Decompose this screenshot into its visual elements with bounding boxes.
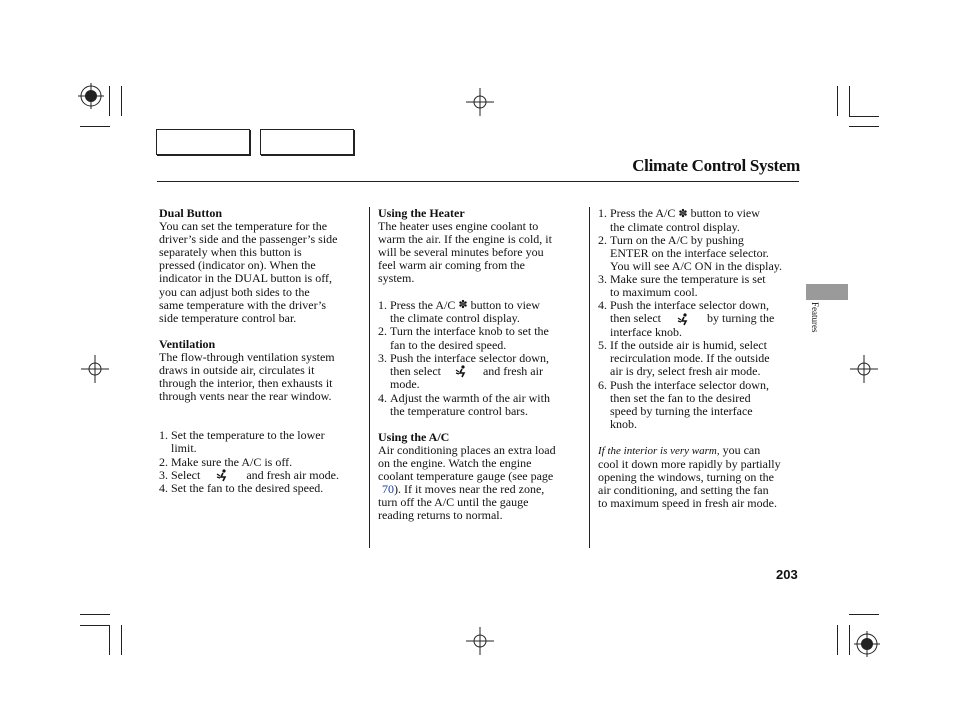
step-text: mode. (390, 377, 420, 392)
list-item (378, 299, 583, 326)
step-text: Make sure the A/C is off. (171, 454, 293, 469)
nav-tab-blank-1[interactable] (156, 129, 250, 155)
body-line: feel warm air coming from the (378, 258, 525, 273)
body-line: through the interior, then exhausts it (159, 376, 333, 391)
crosshair-icon (81, 355, 109, 383)
body-line: indicator in the DUAL button is off, (159, 271, 332, 286)
step-text: interface knob. (610, 325, 682, 340)
step-number: 3. (159, 467, 168, 482)
step-text: and fresh air mode. (246, 467, 339, 482)
step-text: then select (390, 363, 441, 378)
list-item (598, 234, 806, 273)
list-item (598, 299, 806, 339)
step-text: recirculation mode. If the outside (610, 351, 770, 366)
body-line: draws in outside air, circulates it (159, 363, 315, 378)
body-line: coolant temperature gauge (see page (378, 469, 554, 484)
fan-icon: ✽ (458, 299, 468, 312)
column-2 (378, 207, 583, 522)
list-item (378, 352, 583, 392)
dual-button-heading: Dual Button (159, 206, 223, 220)
tip-text: you can (722, 442, 761, 457)
step-text: and fresh air (482, 363, 543, 378)
step-text: Set the temperature to the lower (171, 428, 325, 443)
step-text: If the outside air is humid, select (610, 338, 767, 353)
step-text: by turning the (706, 311, 775, 326)
floor-vent-mode-icon (444, 365, 480, 378)
step-number: 1. (378, 297, 387, 312)
column-1 (159, 207, 364, 495)
body-line: reading returns to normal. (378, 508, 503, 523)
step-text: the temperature control bars. (390, 403, 528, 418)
body-line: same temperature with the driver’s (159, 297, 327, 312)
step-number: 4. (598, 298, 607, 313)
section-side-tab (806, 284, 848, 300)
step-text: Set the fan to the desired speed. (171, 481, 324, 496)
step-number: 5. (598, 338, 607, 353)
step-text: button to view (690, 206, 760, 220)
column-divider (589, 207, 590, 548)
list-item (598, 207, 806, 234)
step-number: 2. (378, 324, 387, 339)
body-line: separately when this button is (159, 245, 302, 260)
body-line: The heater uses engine coolant to (378, 219, 539, 234)
step-text: Press the A/C (390, 297, 456, 312)
heater-heading: Using the Heater (378, 206, 465, 220)
body-line: You can set the temperature for the (159, 219, 328, 234)
step-number: 2. (598, 232, 607, 247)
tip-text: to maximum speed in fresh air mode. (598, 496, 777, 511)
step-text: You will see A/C ON in the display. (610, 259, 783, 274)
step-text: speed by turning the interface (610, 403, 753, 418)
step-text: Make sure the temperature is set (610, 272, 766, 287)
list-item (598, 273, 806, 299)
tip-text: air conditioning, and setting the fan (598, 483, 769, 498)
column-divider (369, 207, 370, 548)
page-number: 203 (776, 567, 798, 582)
step-text: the climate control display. (610, 219, 740, 234)
body-line: driver’s side and the passenger’s side (159, 232, 338, 247)
step-text: then select (610, 311, 661, 326)
crosshair-icon (466, 88, 494, 116)
step-text: Push the interface selector down, (610, 377, 769, 392)
body-line: will be several minutes before you (378, 245, 544, 260)
crosshair-icon (466, 627, 494, 655)
page-reference-link[interactable]: 70 (382, 482, 394, 497)
list-item (159, 482, 364, 495)
step-text: limit. (171, 441, 197, 456)
tip-text: cool it down more rapidly by partially (598, 457, 781, 472)
list-item (598, 379, 806, 431)
registration-target-icon (854, 631, 881, 658)
body-line: Air conditioning places an extra load (378, 442, 556, 457)
step-text: button to view (470, 297, 540, 312)
step-text: knob. (610, 416, 637, 431)
list-item (159, 469, 364, 483)
step-text: Adjust the warmth of the air with (390, 390, 550, 405)
list-item (378, 325, 583, 351)
step-number: 3. (598, 272, 607, 287)
step-text: Select (171, 467, 201, 482)
body-line: on the engine. Watch the engine (378, 455, 532, 470)
step-text: Push the interface selector down, (610, 298, 769, 313)
body-line: side temperature control bar. (159, 310, 297, 325)
column-3 (598, 207, 806, 510)
step-number: 1. (159, 428, 168, 443)
step-text: Push the interface selector down, (390, 350, 549, 365)
body-line: through vents near the rear window. (159, 389, 332, 404)
step-text: fan to the desired speed. (390, 337, 507, 352)
step-text: to maximum cool. (610, 285, 698, 300)
body-line: ). If it moves near the red zone, (394, 482, 545, 497)
step-number: 2. (159, 454, 168, 469)
side-label: Features (810, 302, 820, 333)
body-line: pressed (indicator on). When the (159, 258, 316, 273)
body-line: warm the air. If the engine is cold, it (378, 232, 552, 247)
ac-heading: Using the A/C (378, 429, 450, 444)
crosshair-icon (850, 355, 878, 383)
tip-text: opening the windows, turning on the (598, 470, 774, 485)
step-text: then set the fan to the desired (610, 390, 751, 405)
step-text: Turn the interface knob to set the (390, 324, 549, 339)
body-line: The flow-through ventilation system (159, 349, 335, 364)
step-number: 4. (159, 481, 168, 496)
step-number: 1. (598, 206, 607, 220)
nav-tab-blank-2[interactable] (260, 129, 354, 155)
body-line: turn off the A/C until the gauge (378, 495, 529, 510)
list-item (159, 429, 364, 455)
ventilation-heading: Ventilation (159, 336, 216, 351)
step-text: ENTER on the interface selector. (610, 245, 769, 260)
step-text: Turn on the A/C by pushing (610, 232, 744, 247)
list-item (598, 339, 806, 378)
step-number: 4. (378, 390, 387, 405)
tip-italic: If the interior is very warm, (598, 444, 720, 457)
section-title: Climate Control System (632, 156, 800, 175)
step-text: the climate control display. (390, 311, 520, 326)
step-text: air is dry, select fresh air mode. (610, 364, 761, 379)
fan-icon: ✽ (678, 207, 688, 220)
step-number: 6. (598, 377, 607, 392)
list-item (378, 392, 583, 418)
body-line: you can adjust both sides to the (159, 284, 310, 299)
header-rule (157, 181, 799, 182)
step-text: Press the A/C (610, 206, 676, 220)
body-line: system. (378, 271, 415, 286)
step-number: 3. (378, 350, 387, 365)
